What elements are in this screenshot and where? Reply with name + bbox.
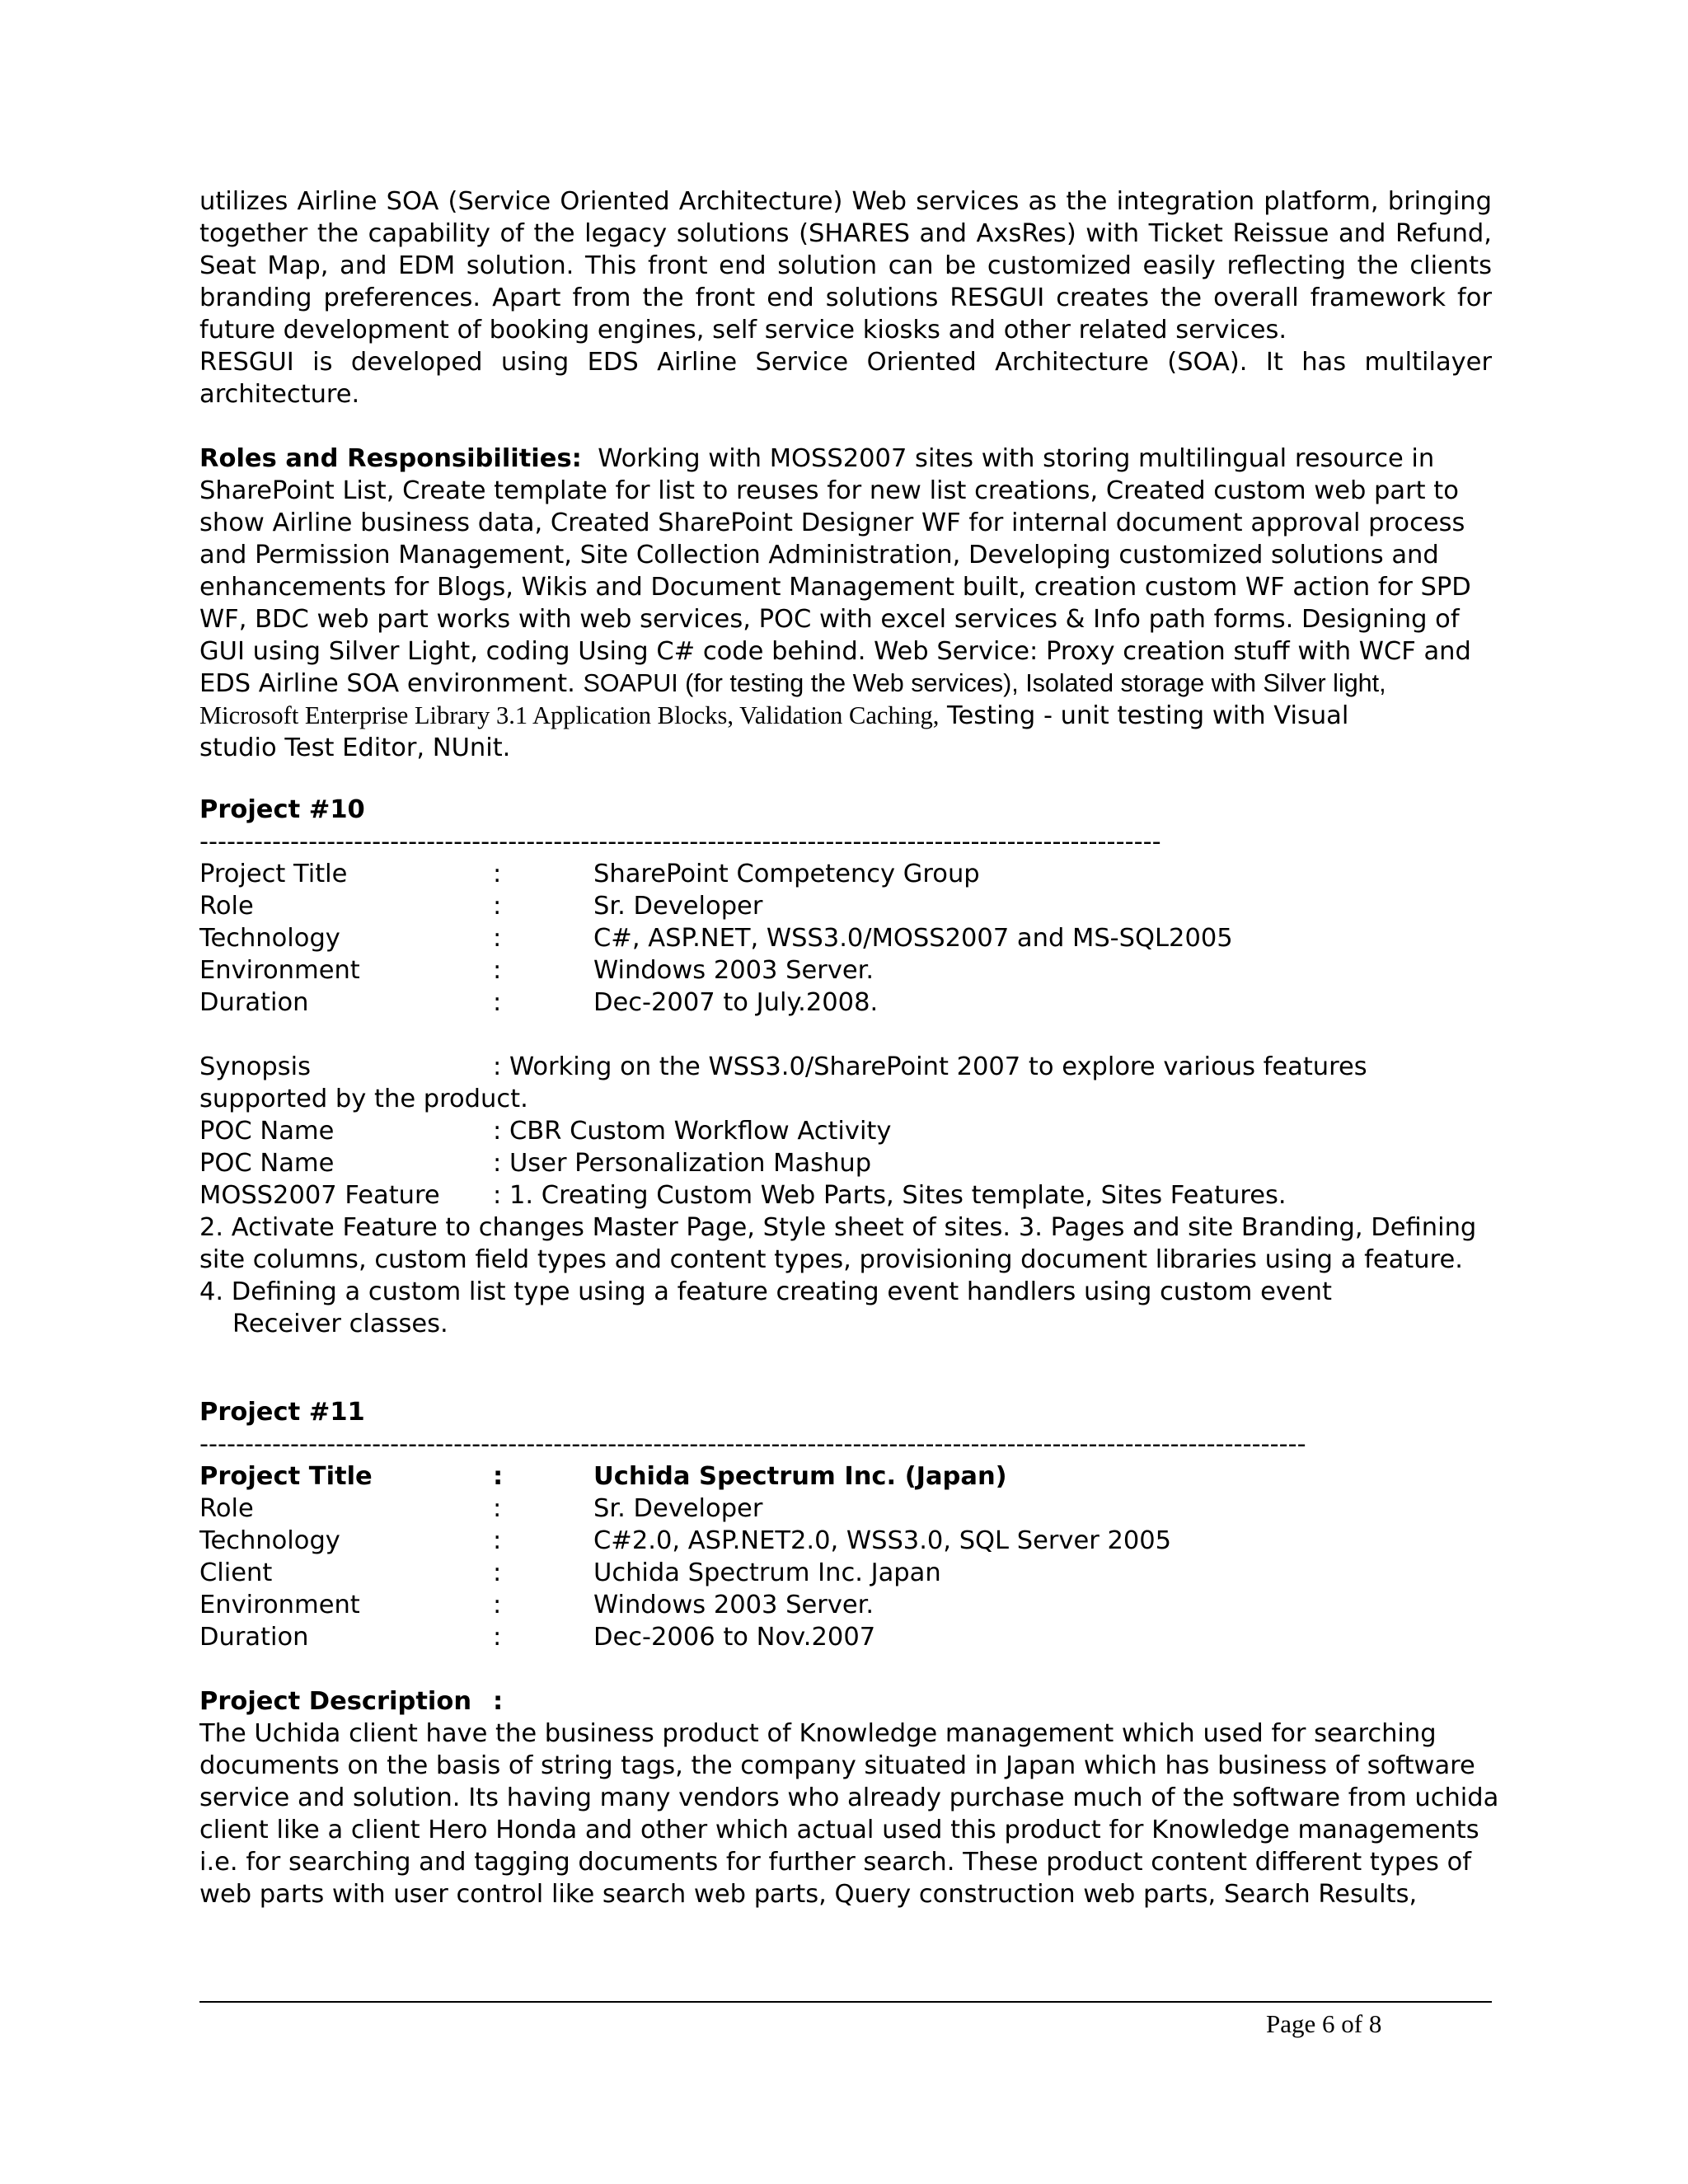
field-sep: :: [493, 1687, 504, 1716]
divider-line: ----------------------------------------------------------------------------------------------------------: [199, 827, 1161, 856]
roles-label: Roles and Responsibilities:: [199, 444, 582, 473]
field-value: : User Personalization Mashup: [493, 1149, 872, 1178]
field-row: [199, 1460, 1492, 1493]
field-row: [199, 1493, 1492, 1525]
field-key: Synopsis: [199, 1052, 312, 1081]
field-key: Technology: [199, 924, 340, 953]
roles-line: and Permission Management, Site Collection Administration, Developing customized solutions and: [199, 541, 1439, 569]
field-key: Role: [199, 892, 254, 921]
description-line: i.e. for searching and tagging documents for further search. These product content different types of: [199, 1848, 1472, 1877]
field-key: Project Title: [199, 860, 348, 888]
roles-segment: Microsoft Enterprise Library 3.1 Application Blocks, Validation Caching,: [199, 701, 940, 729]
roles-line: enhancements for Blogs, Wikis and Document Management built, creation custom WF action for SPD: [199, 573, 1471, 602]
field-row: [199, 987, 1492, 1019]
divider-line: --------------------------------------------------------------------------------------------------------------------------: [199, 1430, 1306, 1459]
field-key: Client: [199, 1558, 273, 1587]
field-sep: :: [493, 988, 502, 1017]
feature-line: Receiver classes.: [232, 1310, 448, 1338]
roles-first-line: [199, 443, 1492, 475]
synopsis-row: [199, 1051, 1492, 1083]
poc-row: [199, 1115, 1492, 1147]
intro-line: utilizes Airline SOA (Service Oriented Architecture) Web services as the integration platform, bringing: [199, 187, 1492, 216]
field-key: Duration: [199, 988, 309, 1017]
intro-line: branding preferences. Apart from the front end solutions RESGUI creates the overall framework for: [199, 284, 1492, 312]
roles-line: Working with MOSS2007 sites with storing multilingual resource in: [598, 444, 1435, 473]
field-value: C#, ASP.NET, WSS3.0/MOSS2007 and MS-SQL2005: [593, 924, 1233, 953]
field-key: Environment: [199, 1591, 360, 1619]
description-label-row: [199, 1685, 1492, 1718]
roles-line: GUI using Silver Light, coding Using C# code behind. Web Service: Proxy creation stuff with WCF and: [199, 637, 1471, 666]
intro-line: architecture.: [199, 380, 360, 409]
field-key: Project Title: [199, 1462, 373, 1491]
field-key: Duration: [199, 1623, 309, 1652]
roles-segment: EDS Airline SOA environment.: [199, 669, 584, 698]
field-sep: :: [493, 892, 502, 921]
page-number: Page 6 of 8: [1266, 2009, 1382, 2038]
intro-line: Seat Map, and EDM solution. This front end solution can be customized easily reflecting the clients: [199, 251, 1492, 280]
field-value: Uchida Spectrum Inc. (Japan): [593, 1462, 1007, 1491]
field-row: [199, 890, 1492, 922]
field-sep: :: [493, 1494, 502, 1523]
intro-paragraph: [199, 185, 1492, 410]
field-sep: :: [493, 1526, 502, 1555]
roles-paragraph: [199, 443, 1492, 764]
field-row: [199, 922, 1492, 954]
field-key: Role: [199, 1494, 254, 1523]
field-sep: :: [493, 1623, 502, 1652]
intro-line: together the capability of the legacy solutions (SHARES and AxsRes) with Ticket Reissue and Refund,: [199, 219, 1492, 248]
field-value: SharePoint Competency Group: [593, 860, 980, 888]
field-key: POC Name: [199, 1117, 335, 1146]
field-key: POC Name: [199, 1149, 335, 1178]
feature-line: site columns, custom field types and content types, provisioning document libraries using a feature.: [199, 1245, 1463, 1274]
field-sep: :: [493, 860, 502, 888]
poc-row: [199, 1147, 1492, 1179]
description-line: The Uchida client have the business product of Knowledge management which used for searching: [199, 1719, 1437, 1748]
description-line: service and solution. Its having many vendors who already purchase much of the software from uchida: [199, 1783, 1499, 1812]
field-value: : CBR Custom Workflow Activity: [493, 1117, 892, 1146]
roles-segment: SOAPUI (for testing the Web services), Isolated storage with Silver light,: [583, 669, 1386, 697]
field-row: [199, 1557, 1492, 1589]
field-value: Sr. Developer: [593, 892, 763, 921]
project-10-section: [199, 794, 1492, 1340]
field-value: : Working on the WSS3.0/SharePoint 2007 to explore various features: [493, 1052, 1367, 1081]
description-line: client like a client Hero Honda and other which actual used this product for Knowledge managements: [199, 1816, 1479, 1844]
field-value: Sr. Developer: [593, 1494, 763, 1523]
field-value: Dec-2006 to Nov.2007: [593, 1623, 876, 1652]
feature-row: [199, 1179, 1492, 1212]
field-row: [199, 954, 1492, 987]
field-value: Uchida Spectrum Inc. Japan: [593, 1558, 941, 1587]
field-value: Windows 2003 Server.: [593, 956, 874, 985]
project-11-heading: Project #11: [199, 1398, 365, 1427]
field-value: Windows 2003 Server.: [593, 1591, 874, 1619]
roles-line-mixed: [199, 668, 1492, 700]
field-key: Environment: [199, 956, 360, 985]
field-sep: :: [493, 1558, 502, 1587]
roles-line-mixed: [199, 700, 1492, 732]
project-11-section: [199, 1396, 1499, 1910]
description-line: documents on the basis of string tags, the company situated in Japan which has business of software: [199, 1751, 1475, 1780]
intro-line: RESGUI is developed using EDS Airline Service Oriented Architecture (SOA). It has multilayer: [199, 348, 1492, 377]
field-sep: :: [493, 956, 502, 985]
field-key: Technology: [199, 1526, 340, 1555]
roles-line: studio Test Editor, NUnit.: [199, 733, 511, 762]
field-sep: :: [493, 1591, 502, 1619]
roles-segment: Testing - unit testing with Visual: [939, 701, 1349, 730]
project-10-heading: Project #10: [199, 795, 365, 824]
intro-line: future development of booking engines, self service kiosks and other related services.: [199, 316, 1287, 344]
field-row: [199, 858, 1492, 890]
field-value: C#2.0, ASP.NET2.0, WSS3.0, SQL Server 2005: [593, 1526, 1172, 1555]
feature-line: 4. Defining a custom list type using a feature creating event handlers using custom event: [199, 1277, 1332, 1306]
field-row: [199, 1589, 1492, 1621]
field-value: Dec-2007 to July.2008.: [593, 988, 879, 1017]
footer-rule: [199, 2001, 1492, 2003]
feature-line: 2. Activate Feature to changes Master Page, Style sheet of sites. 3. Pages and site Branding, Defining: [199, 1213, 1477, 1242]
field-value: : 1. Creating Custom Web Parts, Sites template, Sites Features.: [493, 1181, 1287, 1210]
description-line: web parts with user control like search web parts, Query construction web parts, Search Results,: [199, 1880, 1418, 1909]
roles-line: SharePoint List, Create template for list to reuses for new list creations, Created custom web part to: [199, 476, 1459, 505]
field-sep: :: [493, 1462, 504, 1491]
field-row: [199, 1525, 1492, 1557]
roles-line: WF, BDC web part works with web services, POC with excel services & Info path forms. Designing of: [199, 605, 1460, 634]
synopsis-continuation: supported by the product.: [199, 1085, 528, 1113]
field-row: [199, 1621, 1492, 1653]
description-label: Project Description: [199, 1687, 472, 1716]
roles-line: show Airline business data, Created SharePoint Designer WF for internal document approval process: [199, 509, 1465, 537]
field-sep: :: [493, 924, 502, 953]
field-key: MOSS2007 Feature: [199, 1181, 440, 1210]
